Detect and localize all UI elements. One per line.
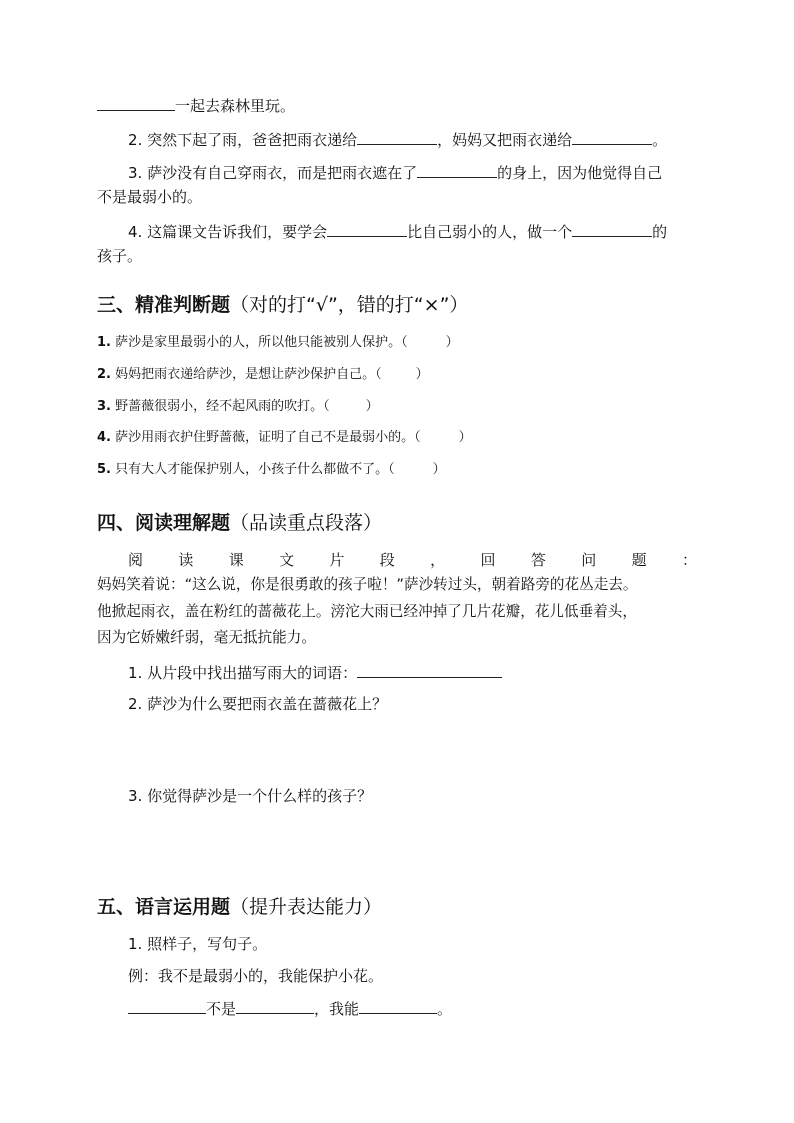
answer-blank[interactable] [572, 130, 652, 145]
answer-blank[interactable] [128, 999, 206, 1014]
judge-item-2: 2. 妈妈把雨衣递给萨沙，是想让萨沙保护自己。（ ） [97, 367, 429, 382]
passage-line-2: 他掀起雨衣，盖在粉红的蔷薇花上。滂沱大雨已经冲掉了几片花瓣，花儿低垂着头， [97, 603, 637, 620]
section-3-heading: 三、精准判断题（对的打“√”，错的打“×”） [97, 294, 469, 316]
reading-q2: 2. 萨沙为什么要把雨衣盖在蔷薇花上？ [128, 695, 388, 713]
fill-item-3: 3. 萨沙没有自己穿雨衣，而是把雨衣遮在了 的身上，因为他觉得自己 [128, 164, 663, 182]
answer-blank[interactable] [359, 999, 437, 1014]
reading-q3: 3. 你觉得萨沙是一个什么样的孩子？ [128, 787, 373, 805]
answer-blank[interactable] [417, 163, 497, 178]
fill-item-4-cont: 孩子。 [97, 247, 143, 265]
language-q1: 1. 照样子，写句子。 [128, 935, 268, 953]
judge-item-1: 1. 萨沙是家里最弱小的人，所以他只能被别人保护。（ ） [97, 335, 459, 350]
reading-instruction: 阅 读 课 文 片 段 ， 回 答 问 题 ： [128, 551, 697, 569]
answer-blank[interactable] [97, 96, 175, 111]
fill-item-3-cont: 不是最弱小的。 [97, 188, 203, 206]
answer-blank[interactable] [327, 222, 407, 237]
section-5-heading: 五、语言运用题（提升表达能力） [97, 896, 383, 918]
fill-item-1-tail: 一起去森林里玩。 [97, 96, 697, 116]
reading-q1: 1. 从片段中找出描写雨大的词语： [128, 663, 697, 683]
judge-item-3: 3. 野蔷薇很弱小，经不起风雨的吹打。（ ） [97, 399, 379, 414]
example-sentence: 例：我不是最弱小的，我能保护小花。 [128, 967, 384, 985]
answer-blank[interactable] [357, 663, 502, 678]
section-4-heading: 四、阅读理解题（品读重点段落） [97, 512, 383, 534]
sentence-pattern: 不是 ，我能 。 [128, 999, 697, 1019]
answer-blank[interactable] [357, 130, 437, 145]
fill-item-2: 2. 突然下起了雨，爸爸把雨衣递给 ，妈妈又把雨衣递给 。 [128, 131, 668, 149]
judge-item-5: 5. 只有大人才能保护别人，小孩子什么都做不了。（ ） [97, 462, 446, 477]
passage-line-1: 妈妈笑着说：“这么说，你是很勇敢的孩子啦！”萨沙转过头，朝着路旁的花丛走去。 [97, 576, 638, 593]
passage-line-3: 因为它娇嫩纤弱，毫无抵抗能力。 [97, 629, 316, 646]
judge-item-4: 4. 萨沙用雨衣护住野蔷薇，证明了自己不是最弱小的。（ ） [97, 430, 472, 445]
fill-item-4: 4. 这篇课文告诉我们，要学会 比自己弱小的人，做一个 的 [128, 223, 668, 241]
answer-blank[interactable] [236, 999, 314, 1014]
answer-blank[interactable] [572, 222, 652, 237]
